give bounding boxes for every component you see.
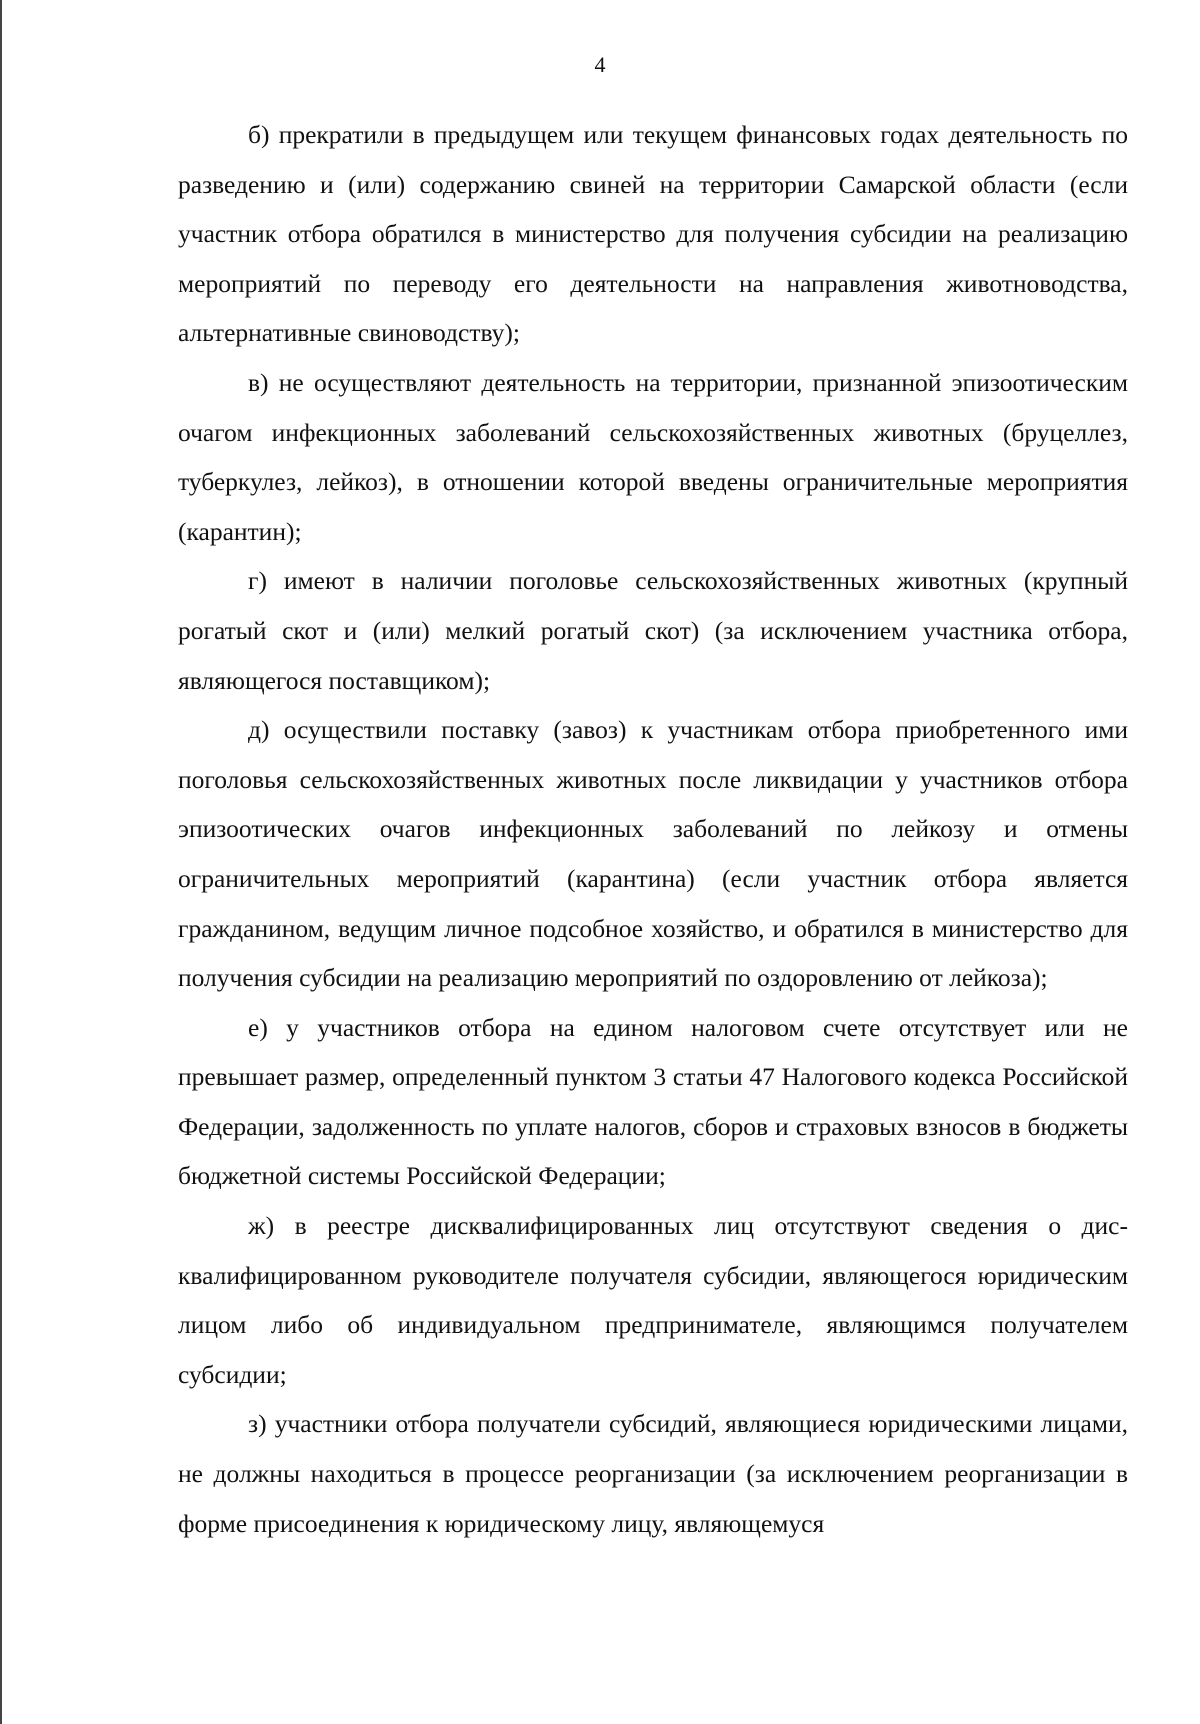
paragraph-b: б) прекратили в предыдущем или текущем финансовых годах деятельность по разведению и (или) содержанию свиней на территории Самарской области (если участник отбора обратился в министерство для получения субсидии на реализацию мероприятий по переводу его деятельности на направления животноводства, альтернативные свиноводству); bbox=[178, 120, 1128, 348]
scan-edge-line bbox=[0, 0, 2, 1724]
paragraph-zh: ж) в реестре дисквалифицированных лиц отсутствуют сведения о дисквалифицированном руководителе получателя субсидии, являющегося юридическим лицом либо об индивидуальном предпринимателе, являющимся получателем субсидии; bbox=[178, 1211, 1128, 1389]
page-number: 4 bbox=[594, 52, 606, 77]
paragraph-v: в) не осуществляют деятельность на территории, признанной эпизоотическим очагом инфекционных заболеваний сельскохозяйственных животных (бруцеллез, туберкулез, лейкоз), в отношении которой введены ограничительные мероприятия (карантин); bbox=[178, 367, 1128, 546]
paragraph-e: е) у участников отбора на едином налоговом счете отсутствует или не превышает размер, определенный пунктом 3 статьи 47 Налогового кодекса Российской Федерации, задолженность по уплате налогов, сборов и страховых взносов в бюджеты бюджетной системы Российской Федерации; bbox=[178, 1012, 1128, 1191]
paragraph-z: з) участники отбора получатели субсидий, являющиеся юридическими лицами, не должны находиться в процессе реорганизации (за исключением реорганизации в форме присоединения к юридическому лицу, являющемуся bbox=[178, 1409, 1128, 1538]
paragraph-d: д) осуществили поставку (завоз) к участникам отбора приобретенного ими поголовья сельскохозяйственных животных после ликвидации у участников отбора эпизоотических очагов инфекционных заболеваний по лейкозу и отмены ограничительных мероприятий (карантина) (если участник отбора является гражданином, ведущим личное подсобное хозяйство, и обратился в министерство для получения субсидии на реализацию мероприятий по оздоровлению от лейкоза); bbox=[178, 715, 1128, 993]
paragraph-g: г) имеют в наличии поголовье сельскохозяйственных животных (крупный рогатый скот и (или) мелкий рогатый скот) (за исключением участника отбора, являющегося поставщиком); bbox=[178, 566, 1128, 695]
document-body bbox=[178, 110, 1128, 1548]
